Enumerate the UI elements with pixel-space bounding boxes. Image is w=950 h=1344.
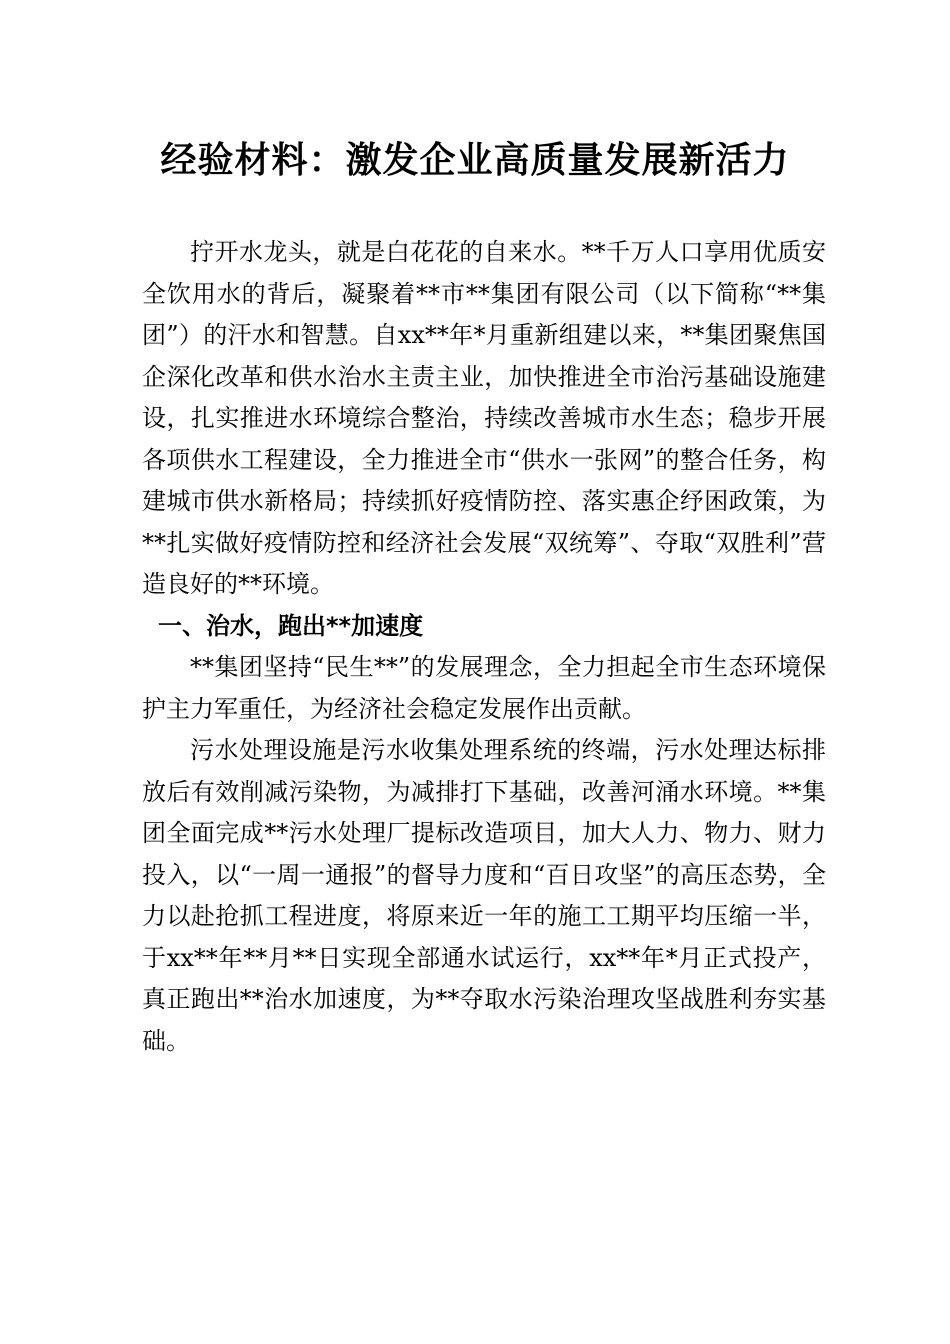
section-heading: 一、治水，跑出**加速度 [158, 611, 424, 640]
section-paragraph-2: 污水处理设施是污水收集处理系统的终端，污水处理达标排放后有效削减污染物，为减排打下基础，改善河涌水环境。**集团全面完成**污水处理厂提标改造项目，加大人力、物力、财力投入，以“一周一通报”的督导力度和“百日攻坚”的高压态势，全力以赴抢抓工程进度，将原来近一年的施工工期平均压缩一半，于xx**年**月**日实现全部通水试运行，xx**年*月正式投产，真正跑出**治水加速度，为**夺取水污染治理攻坚战胜利夯实基础。 [142, 736, 826, 1055]
document-title: 经验材料：激发企业高质量发展新活力 [160, 139, 790, 181]
intro-paragraph: 拧开水龙头，就是白花花的自来水。**千万人口享用优质安全饮用水的背后，凝聚着**市**集团有限公司（以下简称“**集团”）的汗水和智慧。自xx**年*月重新组建以来，**集团聚焦国企深化改革和供水治水主责主业，加快推进全市治污基础设施建设，扎实推进水环境综合整治，持续改善城市水生态；稳步开展各项供水工程建设，全力推进全市“供水一张网”的整合任务，构建城市供水新格局；持续抓好疫情防控、落实惠企纾困政策，为**扎实做好疫情防控和经济社会发展“双统筹”、夺取“双胜利”营造良好的**环境。 [142, 238, 826, 598]
section-paragraph-1: **集团坚持“民生**”的发展理念，全力担起全市生态环境保护主力军重任，为经济社会稳定发展作出贡献。 [142, 653, 826, 723]
document-body [142, 232, 826, 1062]
